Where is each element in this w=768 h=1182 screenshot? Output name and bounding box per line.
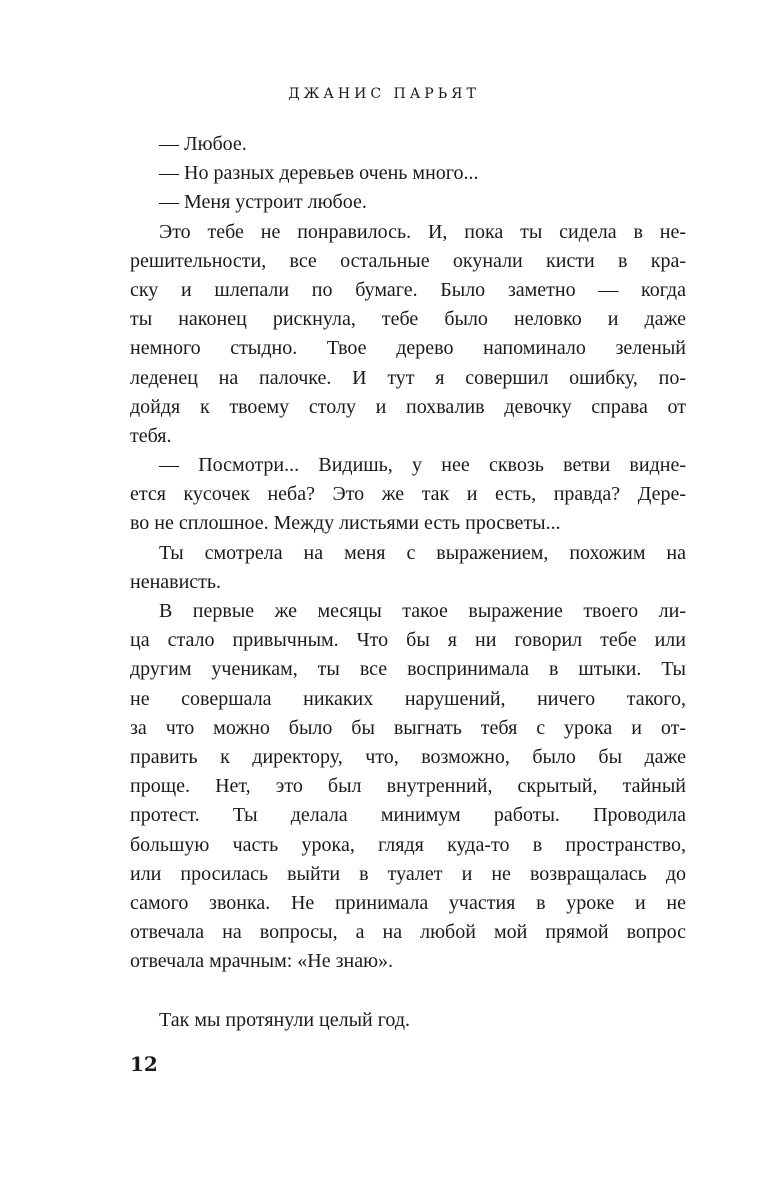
text-line: Ты смотрела на меня с выражением, похожим на: [159, 541, 686, 564]
text-line: ненависть.: [130, 570, 222, 593]
page-number: 12: [130, 1052, 158, 1076]
body-text: [130, 130, 686, 1035]
text-line: ца стало привычным. Что бы я ни говорил тебе или: [130, 629, 686, 652]
text-line: леденец на палочке. И тут я совершил ошибку, по-: [130, 366, 686, 389]
text-line: не совершала никаких нарушений, ничего такого,: [130, 687, 686, 710]
running-head: ДЖАНИС ПАРЬЯТ: [288, 86, 480, 102]
text-line: за что можно было бы выгнать тебя с урока и от-: [130, 716, 686, 739]
text-line: протест. Ты делала минимум работы. Проводила: [130, 804, 686, 827]
text-line: ты наконец рискнула, тебе было неловко и даже: [130, 308, 686, 331]
text-line: ется кусочек неба? Это же так и есть, правда? Дере-: [130, 483, 686, 506]
text-line: тебя.: [130, 424, 172, 447]
text-line: проще. Нет, это был внутренний, скрытый, тайный: [130, 775, 686, 798]
text-line: ску и шлепали по бумаге. Было заметно — когда: [130, 278, 686, 301]
closing-line: Так мы протянули целый год.: [159, 1008, 411, 1031]
text-line: Это тебе не понравилось. И, пока ты сидела в не-: [159, 220, 686, 243]
text-line: — Посмотри... Видишь, у нее сквозь ветви видне-: [159, 454, 686, 477]
text-line: править к директору, что, возможно, было бы даже: [130, 745, 686, 768]
text-line: или просилась выйти в туалет и не возвращалась до: [130, 862, 686, 885]
text-line: дойдя к твоему столу и похвалив девочку справа от: [130, 395, 686, 418]
text-line: большую часть урока, глядя куда-то в пространство,: [130, 833, 686, 856]
text-line: — Меня устроит любое.: [159, 191, 367, 214]
text-line: — Любое.: [159, 133, 247, 155]
text-line: решительности, все остальные окунали кисти в кра-: [130, 249, 686, 272]
text-line: другим ученикам, ты все воспринимала в штыки. Ты: [130, 658, 686, 681]
text-line: немного стыдно. Твое дерево напоминало зеленый: [130, 337, 686, 360]
text-line: — Но разных деревьев очень много...: [159, 162, 479, 185]
text-line: во не сплошное. Между листьями есть просветы...: [130, 512, 561, 535]
text-line: самого звонка. Не принимала участия в уроке и не: [130, 891, 686, 914]
section-break: [130, 976, 686, 1005]
text-line: отвечала мрачным: «Не знаю».: [130, 950, 394, 973]
text-line: отвечала на вопросы, а на любой мой прямой вопрос: [130, 921, 686, 944]
text-line: В первые же месяцы такое выражение твоего ли-: [159, 600, 686, 622]
